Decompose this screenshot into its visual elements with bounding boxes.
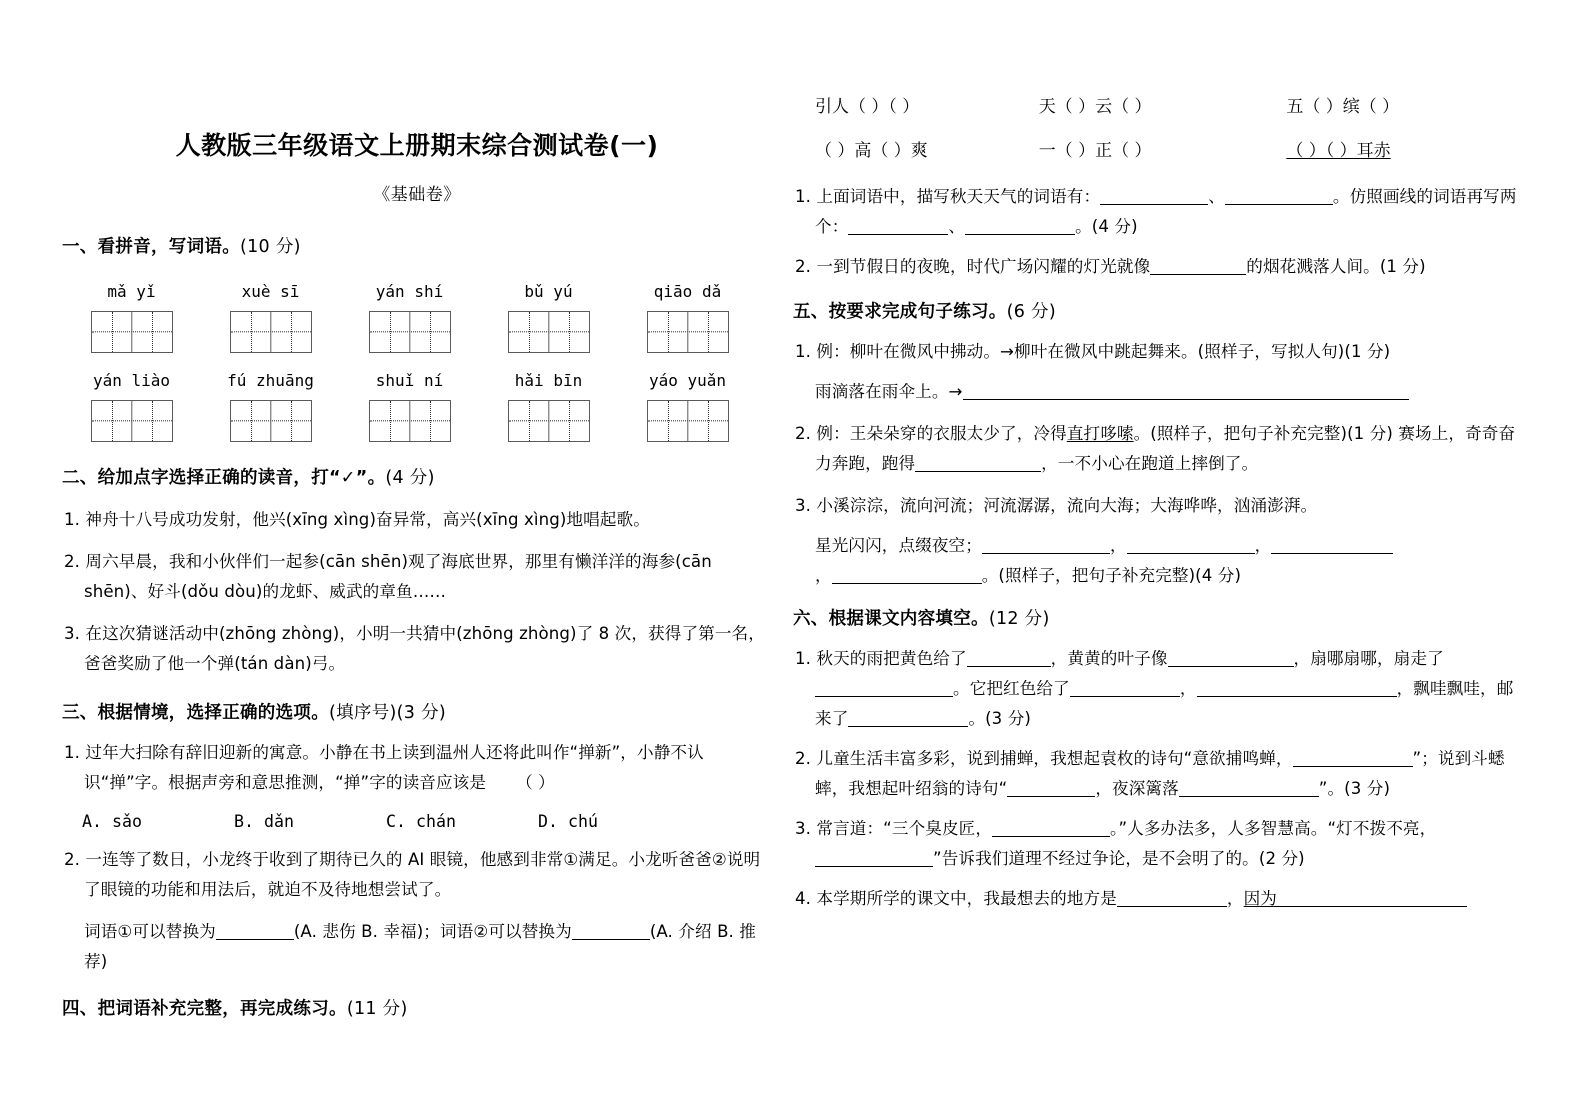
answer-blank[interactable]: [1100, 189, 1208, 205]
section-2-points: (4 分): [385, 468, 435, 488]
section-6-item-1-a: 1. 秋天的雨把黄色给了: [795, 649, 967, 668]
section-5-item-2-c: ，一不小心在跑道上摔倒了。: [1041, 454, 1259, 473]
section-4-item-2: [793, 252, 1518, 282]
answer-blank[interactable]: [1197, 681, 1397, 697]
section-6-item-2-a: 2. 儿童生活丰富多彩，说到捕蝉，我想起袁枚的诗句“意欲捕鸣蝉，: [795, 749, 1293, 768]
pinyin-row-2: [62, 371, 772, 390]
option-a[interactable]: A. sǎo: [82, 812, 142, 831]
section-6-item-1-c: ，扇哪扇哪，扇走了: [1293, 649, 1444, 668]
section-6-item-1-g: 。(3 分): [968, 709, 1031, 728]
section-3-item-2-fill: [62, 917, 772, 977]
option-d[interactable]: D. chú: [538, 812, 598, 831]
answer-blank[interactable]: [1179, 781, 1319, 797]
writing-grid-box[interactable]: [647, 400, 729, 442]
idiom-blank[interactable]: 天（ ）云（ ）: [1038, 97, 1152, 117]
section-2-title: 二、给加点字选择正确的读音，打“✓”。: [62, 468, 386, 488]
idiom-blank[interactable]: 引人（ ）（ ）: [815, 97, 920, 117]
option-b[interactable]: B. dǎn: [234, 812, 294, 831]
section-6-item-1-e: ，: [1179, 679, 1197, 698]
answer-blank[interactable]: [572, 924, 650, 940]
pinyin-label: mǎ yǐ: [107, 282, 156, 301]
answer-blank[interactable]: [832, 568, 982, 584]
section-3-points: (填序号)(3 分): [329, 703, 447, 723]
section-4-item-2-b: 的烟花溅落人间。(1 分): [1246, 257, 1426, 276]
right-column: [793, 0, 1518, 914]
answer-blank[interactable]: [1127, 538, 1255, 554]
pinyin-label: yán liào: [92, 371, 171, 390]
idiom-blank[interactable]: 五（ ）缤（ ）: [1286, 97, 1400, 117]
answer-blank[interactable]: [992, 821, 1110, 837]
writing-grid-box[interactable]: [508, 400, 590, 442]
section-6-item-2-b: ”；说到斗蟋蟀，我想起叶绍翁的诗句“: [815, 749, 1505, 798]
section-6-item-1-d: 。它把红色给了: [953, 679, 1070, 698]
section-6-item-4-underlined: 因为: [1243, 889, 1277, 908]
section-3-item-1-text: 1. 过年大扫除有辞旧迎新的寓意。小静在书上读到温州人还将此叫作“掸新”，小静不认识“掸”字。根据声旁和意思推测，“掸”字的读音应该是: [64, 743, 704, 792]
section-5-item-3-tail: 。(照样子，把句子补充完整)(4 分): [981, 566, 1242, 585]
writing-grid-box[interactable]: [230, 311, 312, 353]
writing-grid-row-2: [62, 400, 772, 442]
answer-blank[interactable]: [1168, 651, 1294, 667]
section-5-item-3-stem: 星光闪闪，点缀夜空；: [815, 536, 982, 555]
section-5-item-2-underlined: 直打哆嗦: [1066, 424, 1134, 443]
section-4-item-1-e: 。(4 分): [1075, 217, 1138, 236]
pinyin-label: xuè sī: [241, 282, 300, 301]
section-2-item-2: 2. 周六早晨，我和小伙伴们一起参(cān shēn)观了海底世界，那里有懒洋洋的海参(cān shēn)、好斗(dǒu dòu)的龙虾、威武的章鱼……: [64, 552, 712, 601]
option-c[interactable]: C. chán: [386, 812, 456, 831]
answer-blank[interactable]: [815, 851, 933, 867]
section-3-option-list: [62, 812, 772, 831]
section-5-heading: [793, 298, 1518, 323]
idiom-row-1: [793, 92, 1518, 122]
answer-blank[interactable]: [1007, 781, 1095, 797]
idiom-row-2: [793, 136, 1518, 166]
section-2-item-3: 3. 在这次猜谜活动中(zhōng zhòng)，小明一共猜中(zhōng zhòng)了 8 次，获得了第一名，爸爸奖励了他一个弹(tán dàn)弓。: [64, 624, 765, 673]
pinyin-label: qiāo dǎ: [653, 282, 722, 301]
writing-grid-box[interactable]: [369, 311, 451, 353]
section-5-item-1-stem: 雨滴落在雨伞上。→: [815, 382, 963, 401]
answer-blank[interactable]: [216, 924, 294, 940]
answer-blank[interactable]: [982, 538, 1110, 554]
section-3-heading: [62, 699, 772, 724]
section-5-title: 五、按要求完成句子练习。: [793, 302, 1007, 322]
answer-blank[interactable]: [1277, 891, 1467, 907]
section-5-item-3-prompt-cont: ， 。(照样子，把句子补充完整)(4 分): [815, 566, 1242, 585]
section-3-item-1: [62, 738, 772, 798]
section-4-heading: [62, 995, 772, 1020]
section-6-item-2: [793, 744, 1518, 804]
section-6-item-4-b: ，: [1226, 889, 1244, 908]
replace-word-2-options: (A. 介绍 B. 推荐): [84, 922, 756, 971]
pinyin-label: bǔ yú: [524, 282, 573, 301]
answer-blank[interactable]: [965, 219, 1075, 235]
pinyin-label: hǎi bīn: [514, 371, 583, 390]
section-3-item-2: 2. 一连等了数日，小龙终于收到了期待已久的 AI 眼镜，他感到非常①满足。小龙听爸爸②说明了眼镜的功能和用法后，就迫不及待地想尝试了。: [64, 850, 761, 899]
writing-grid-box[interactable]: [508, 311, 590, 353]
pinyin-label: fú zhuāng: [227, 371, 314, 390]
section-6-heading: [793, 605, 1518, 630]
section-6-item-3: [793, 814, 1518, 874]
section-6-points: (12 分): [988, 609, 1050, 629]
writing-grid-box[interactable]: [91, 311, 173, 353]
replace-word-1-label: 词语①可以替换为: [84, 922, 216, 941]
section-5-item-3-example: 3. 小溪淙淙，流向河流；河流潺潺，流向大海；大海哗哗，汹涌澎湃。: [795, 496, 1318, 515]
answer-blank[interactable]: [1070, 681, 1180, 697]
answer-blank[interactable]: [848, 711, 968, 727]
section-5-item-3-prompt: 星光闪闪，点缀夜空； ， ，: [793, 531, 1518, 561]
answer-blank[interactable]: [1271, 538, 1393, 554]
section-6-item-3-c: ”告诉我们道理不经过争论，是不会明了的。(2 分): [933, 849, 1305, 868]
answer-blank[interactable]: [1117, 891, 1227, 907]
replace-word-2-label: 词语②可以替换为: [439, 922, 572, 941]
pinyin-label: yán shí: [375, 282, 444, 301]
writing-grid-row-1: [62, 311, 772, 353]
section-1-points: (10 分): [240, 237, 301, 257]
paper-subtitle: 《基础卷》: [373, 185, 461, 205]
pinyin-row-1: [62, 282, 772, 301]
section-6-item-3-a: 3. 常言道：“三个臭皮匠，: [795, 819, 993, 838]
section-6-item-4: [793, 884, 1518, 914]
section-5-item-2: [793, 419, 1518, 479]
section-6-item-1: [793, 644, 1518, 734]
section-6-item-2-d: ”。(3 分): [1318, 779, 1391, 798]
answer-blank[interactable]: [1225, 189, 1333, 205]
writing-grid-box[interactable]: [230, 400, 312, 442]
answer-bracket: （ ）: [516, 773, 555, 792]
replace-word-1-options: (A. 悲伤 B. 幸福)；: [293, 922, 440, 941]
page-title: 人教版三年级语文上册期末综合测试卷(一): [175, 131, 659, 160]
section-1-heading: [62, 233, 772, 258]
writing-grid-box[interactable]: [647, 311, 729, 353]
section-6-item-4-a: 4. 本学期所学的课文中，我最想去的地方是: [795, 889, 1117, 908]
section-4-item-1-d: 、: [948, 217, 966, 236]
idiom-blank[interactable]: 一（ ）正（ ）: [1038, 141, 1152, 161]
section-6-item-1-f: ，飘哇飘哇，邮来了: [815, 679, 1514, 728]
idiom-blank[interactable]: （ ）高（ ）爽: [815, 141, 928, 161]
section-4-item-1-a: 1. 上面词语中，描写秋天天气的词语有：: [795, 187, 1101, 206]
section-1-title: 一、看拼音，写词语。: [62, 237, 240, 257]
section-2-heading: [62, 464, 772, 489]
section-5-item-1-prompt: [793, 377, 1518, 407]
section-5-item-1-example: 1. 例：柳叶在微风中拂动。→柳叶在微风中跳起舞来。(照样子，写拟人句)(1 分): [795, 342, 1391, 361]
answer-blank[interactable]: [915, 456, 1041, 472]
section-4-item-1-b: 、: [1208, 187, 1225, 206]
answer-blank[interactable]: [963, 384, 1409, 400]
section-5-points: (6 分): [1006, 302, 1056, 322]
section-4-item-1-c: 。仿照画线的词语再写两个：: [815, 187, 1517, 236]
answer-blank[interactable]: [815, 681, 953, 697]
section-6-title: 六、根据课文内容填空。: [793, 609, 989, 629]
section-3-title: 三、根据情境，选择正确的选项。: [62, 703, 329, 723]
section-2-item-1: 1. 神舟十八号成功发射，他兴(xīng xìng)奋异常，高兴(xīng xìng)地唱起歌。: [64, 510, 650, 529]
writing-grid-box[interactable]: [369, 400, 451, 442]
section-6-item-3-b: 。”人多办法多，人多智慧高。“灯不拨不亮，: [1110, 819, 1437, 838]
pinyin-label: yáo yuǎn: [648, 371, 727, 390]
idiom-blank-underlined[interactable]: （ ）（ ）耳赤: [1286, 141, 1391, 161]
section-5-item-2-a: 2. 例：王朵朵穿的衣服太少了，冷得: [795, 424, 1067, 443]
section-5-item-2-b: 。(照样子，把句子补充完整)(1 分) 赛场上，奇奇奋力奔跑，跑得: [815, 424, 1516, 473]
answer-blank[interactable]: [967, 651, 1051, 667]
section-6-item-1-b: ，黄黄的叶子像: [1050, 649, 1168, 668]
section-4-title: 四、把词语补充完整，再完成练习。: [62, 999, 347, 1019]
section-4-item-2-a: 2. 一到节假日的夜晚，时代广场闪耀的灯光就像: [795, 257, 1151, 276]
section-4-item-1: [793, 182, 1518, 242]
answer-blank[interactable]: [1293, 751, 1413, 767]
section-4-points: (11 分): [346, 999, 408, 1019]
pinyin-label: shuǐ ní: [375, 371, 444, 390]
left-column: [62, 0, 772, 1020]
section-6-item-2-c: ，夜深篱落: [1095, 779, 1179, 798]
writing-grid-box[interactable]: [91, 400, 173, 442]
answer-blank[interactable]: [1150, 259, 1246, 275]
answer-blank[interactable]: [848, 219, 948, 235]
